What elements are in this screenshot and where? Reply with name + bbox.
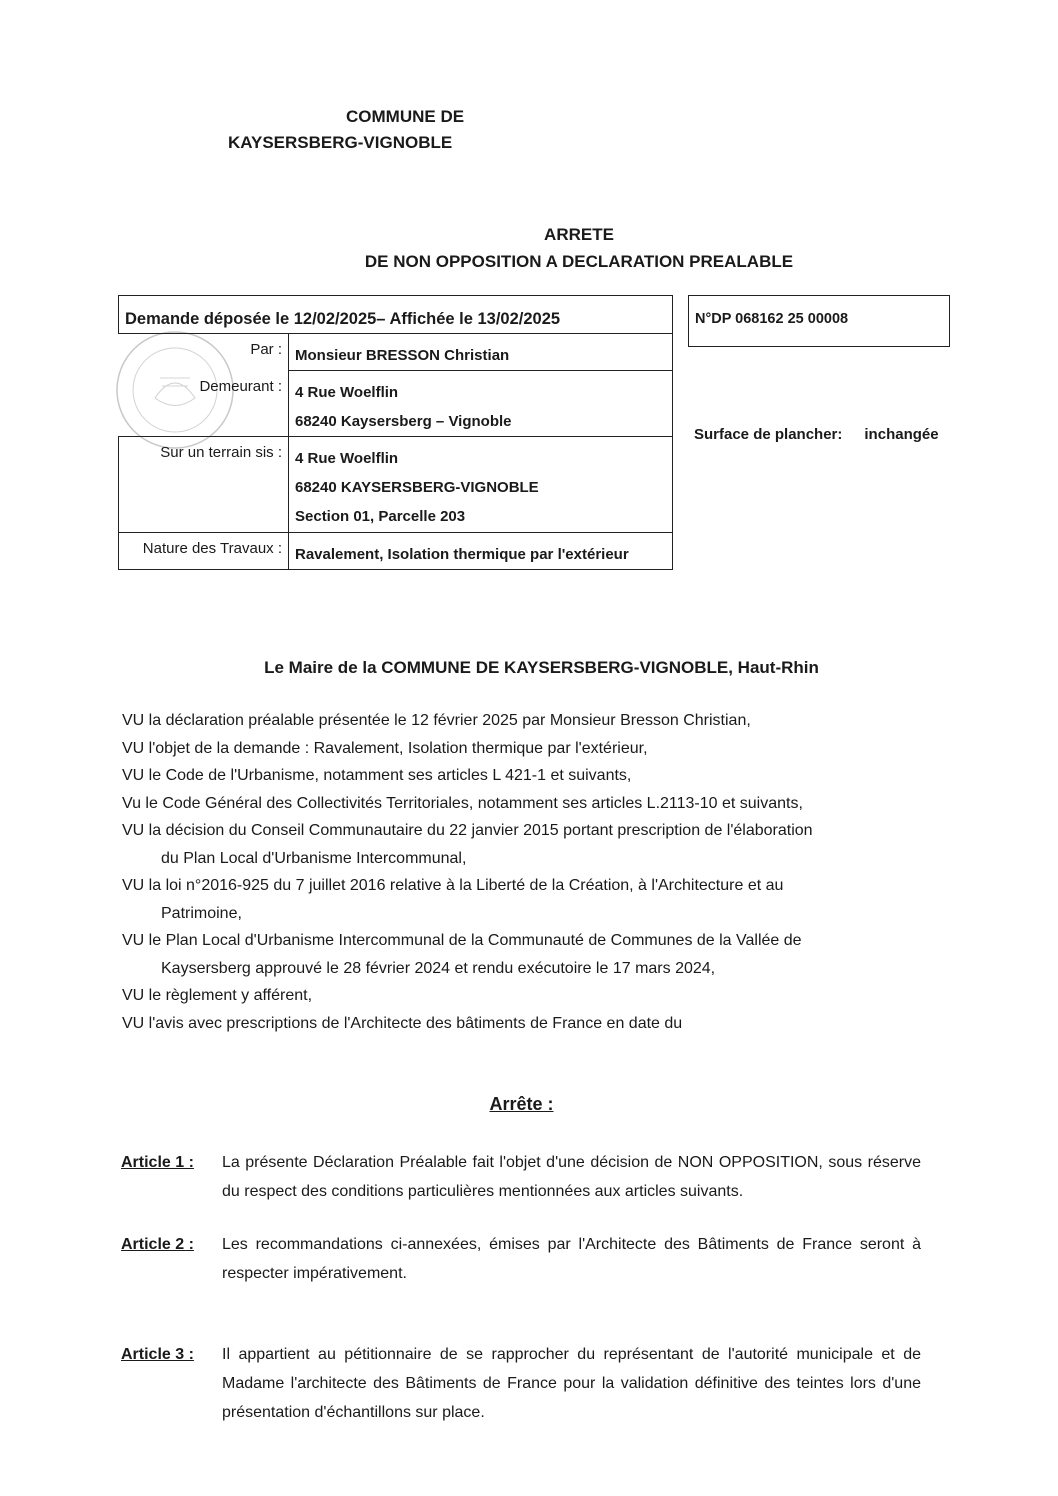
- terrain-line-2: 68240 KAYSERSBERG-VIGNOBLE: [295, 479, 539, 496]
- maire-heading: Le Maire de la COMMUNE DE KAYSERSBERG-VIGNOBLE, Haut-Rhin: [264, 658, 819, 677]
- vu-section: [122, 707, 922, 1037]
- article-label: Article 3 :: [121, 1346, 194, 1363]
- vu-item: Vu le Code Général des Collectivités Territoriales, notamment ses articles L.2113-10 et suivants,: [122, 794, 803, 812]
- article-text: Les recommandations ci-annexées, émises par l'Architecte des Bâtiments de France seront à respecter impérativement.: [222, 1236, 921, 1282]
- arrete-heading: Arrête :: [489, 1094, 554, 1114]
- document-title: [0, 221, 1058, 275]
- commune-line-2: KAYSERSBERG-VIGNOBLE: [228, 133, 453, 152]
- article-label: Article 1 :: [121, 1154, 194, 1171]
- surface-plancher: [694, 426, 939, 443]
- par-label: Par :: [119, 334, 289, 371]
- vu-item: VU le règlement y afférent,: [122, 987, 313, 1004]
- nature-value: Ravalement, Isolation thermique par l'extérieur: [289, 533, 673, 570]
- vu-item: VU l'objet de la demande : Ravalement, Isolation thermique par l'extérieur,: [122, 739, 648, 757]
- vu-item: VU la décision du Conseil Communautaire du 22 janvier 2015 portant prescription de l'élaboration: [122, 822, 813, 839]
- dp-number-box: N°DP 068162 25 00008: [688, 295, 950, 347]
- article-text: Il appartient au pétitionnaire de se rapprocher du représentant de l'autorité municipale et de Madame l'architecte des Bâtiments de France pour la validation définitive des teintes lors d'une présentation d'échantillons sur place.: [222, 1346, 921, 1421]
- demeurant-label: Demeurant :: [119, 371, 289, 437]
- address-line-2: 68240 Kaysersberg – Vignoble: [295, 413, 512, 430]
- vu-item: VU le Code de l'Urbanisme, notamment ses articles L 421-1 et suivants,: [122, 767, 632, 784]
- article-1: [121, 1148, 921, 1206]
- title-line-1: ARRETE: [544, 225, 614, 244]
- article-text: La présente Déclaration Préalable fait l'objet d'une décision de NON OPPOSITION, sous réserve du respect des conditions particulières mentionnées aux articles suivants.: [222, 1154, 921, 1200]
- terrain-address: [289, 437, 673, 533]
- terrain-line-1: 4 Rue Woelflin: [295, 450, 399, 467]
- surface-label: Surface de plancher:: [694, 426, 843, 443]
- terrain-label: Sur un terrain sis :: [119, 437, 289, 533]
- terrain-line-3: Section 01, Parcelle 203: [295, 508, 466, 525]
- vu-item: VU la déclaration préalable présentée le 12 février 2025 par Monsieur Bresson Christian,: [122, 712, 751, 729]
- commune-header: [228, 104, 464, 156]
- vu-item: VU l'avis avec prescriptions de l'Architecte des bâtiments de France en date du: [122, 1014, 683, 1032]
- vu-item-continued: Patrimoine,: [161, 904, 242, 922]
- application-info-table: [118, 295, 673, 570]
- commune-line-1: COMMUNE DE: [346, 107, 465, 126]
- applicant-address: [289, 371, 673, 437]
- article-2: [121, 1230, 921, 1288]
- vu-item-continued: du Plan Local d'Urbanisme Intercommunal,: [161, 849, 467, 867]
- address-line-1: 4 Rue Woelflin: [295, 384, 399, 401]
- nature-label: Nature des Travaux :: [119, 533, 289, 570]
- application-dates: Demande déposée le 12/02/2025– Affichée le 13/02/2025: [119, 296, 673, 334]
- applicant-name: Monsieur BRESSON Christian: [289, 334, 673, 371]
- vu-item: VU la loi n°2016-925 du 7 juillet 2016 relative à la Liberté de la Création, à l'Architecture et au: [122, 877, 784, 894]
- vu-item-continued: Kaysersberg approuvé le 28 février 2024 et rendu exécutoire le 17 mars 2024,: [161, 959, 716, 977]
- article-label: Article 2 :: [121, 1236, 194, 1253]
- title-line-2: DE NON OPPOSITION A DECLARATION PREALABLE: [364, 252, 794, 271]
- surface-value: inchangée: [864, 426, 939, 443]
- article-3: [121, 1340, 921, 1427]
- vu-item: VU le Plan Local d'Urbanisme Intercommunal de la Communauté de Communes de la Vallée de: [122, 932, 802, 949]
